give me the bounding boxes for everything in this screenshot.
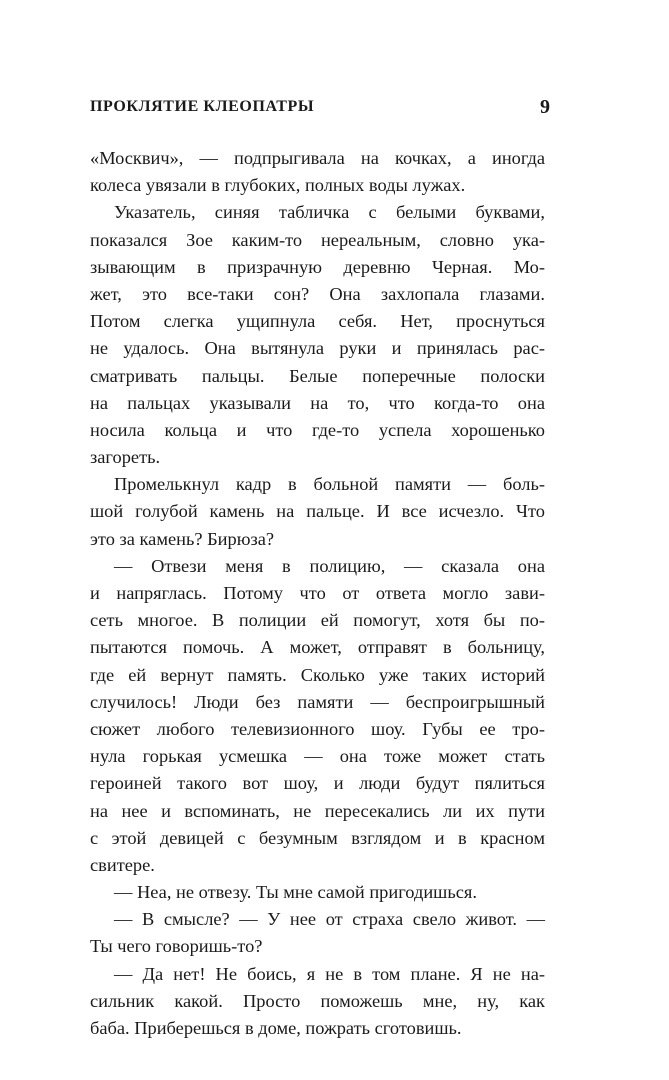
text-line: это за камень? Бирюза?: [90, 528, 275, 549]
text-line: — Да нет! Не боись, я не в том плане. Я не на-: [114, 963, 545, 984]
text-line: носила кольца и что где-то успела хорошенько: [90, 419, 545, 440]
text-line: пытаются помочь. А может, отправят в больницу,: [90, 637, 545, 658]
text-line: сматривать пальцы. Белые поперечные полоски: [90, 365, 545, 386]
text-line: на нее и вспоминать, не пересекались ли их пути: [90, 800, 545, 821]
text-line: сюжет любого телевизионного шоу. Губы ее тро-: [90, 718, 545, 739]
text-line: с этой девицей с безумным взглядом и в красном: [90, 827, 545, 848]
text-line: показался Зое каким-то нереальным, словно ука-: [90, 229, 545, 250]
text-line: сеть многое. В полиции ей помогут, хотя бы по-: [90, 610, 545, 631]
text-line: героиней такого вот шоу, и люди будут пялиться: [90, 773, 545, 794]
text-line: шой голубой камень на пальце. И все исчезло. Что: [90, 501, 545, 522]
text-line: где ей вернут память. Сколько уже таких историй: [90, 664, 545, 685]
text-line: Указатель, синяя табличка с белыми буквами,: [114, 202, 545, 223]
text-line: «Москвич», — подпрыгивала на кочках, а иногда: [90, 148, 545, 168]
text-line: баба. Приберешься в доме, пожрать сготовишь.: [90, 1018, 462, 1038]
running-title: ПРОКЛЯТИЕ КЛЕОПАТРЫ: [90, 98, 315, 115]
text-line: Промелькнул кадр в больной памяти — боль-: [114, 474, 545, 495]
text-line: жет, это все-таки сон? Она захлопала глазами.: [90, 283, 545, 304]
text-line: и напряглась. Потому что от ответа могло зави-: [90, 583, 545, 603]
text-line: случилось! Люди без памяти — беспроигрышный: [90, 691, 545, 712]
text-line: зывающим в призрачную деревню Черная. Мо-: [90, 256, 545, 277]
text-line: Ты чего говоришь-то?: [90, 936, 263, 957]
text-line: на пальцах указывали на то, что когда-то она: [90, 392, 545, 413]
page-header: [90, 98, 550, 122]
body-text: [90, 145, 545, 1042]
text-line: — Неа, не отвезу. Ты мне самой пригодишься.: [114, 882, 477, 903]
text-line: — Отвези меня в полицию, — сказала она: [114, 555, 545, 576]
page-number: 9: [540, 96, 550, 118]
text-line: свитере.: [90, 854, 155, 875]
text-line: сильник какой. Просто поможешь мне, ну, как: [90, 990, 545, 1011]
text-line: загореть.: [90, 447, 161, 468]
text-line: Потом слегка ущипнула себя. Нет, проснуться: [90, 311, 545, 332]
text-line: колеса увязали в глубоких, полных воды лужах.: [90, 175, 466, 196]
text-line: не удалось. Она вытянула руки и принялась рас-: [90, 338, 545, 359]
text-line: — В смысле? — У нее от страха свело живот. —: [114, 909, 545, 930]
text-line: нула горькая усмешка — она тоже может стать: [90, 746, 545, 767]
